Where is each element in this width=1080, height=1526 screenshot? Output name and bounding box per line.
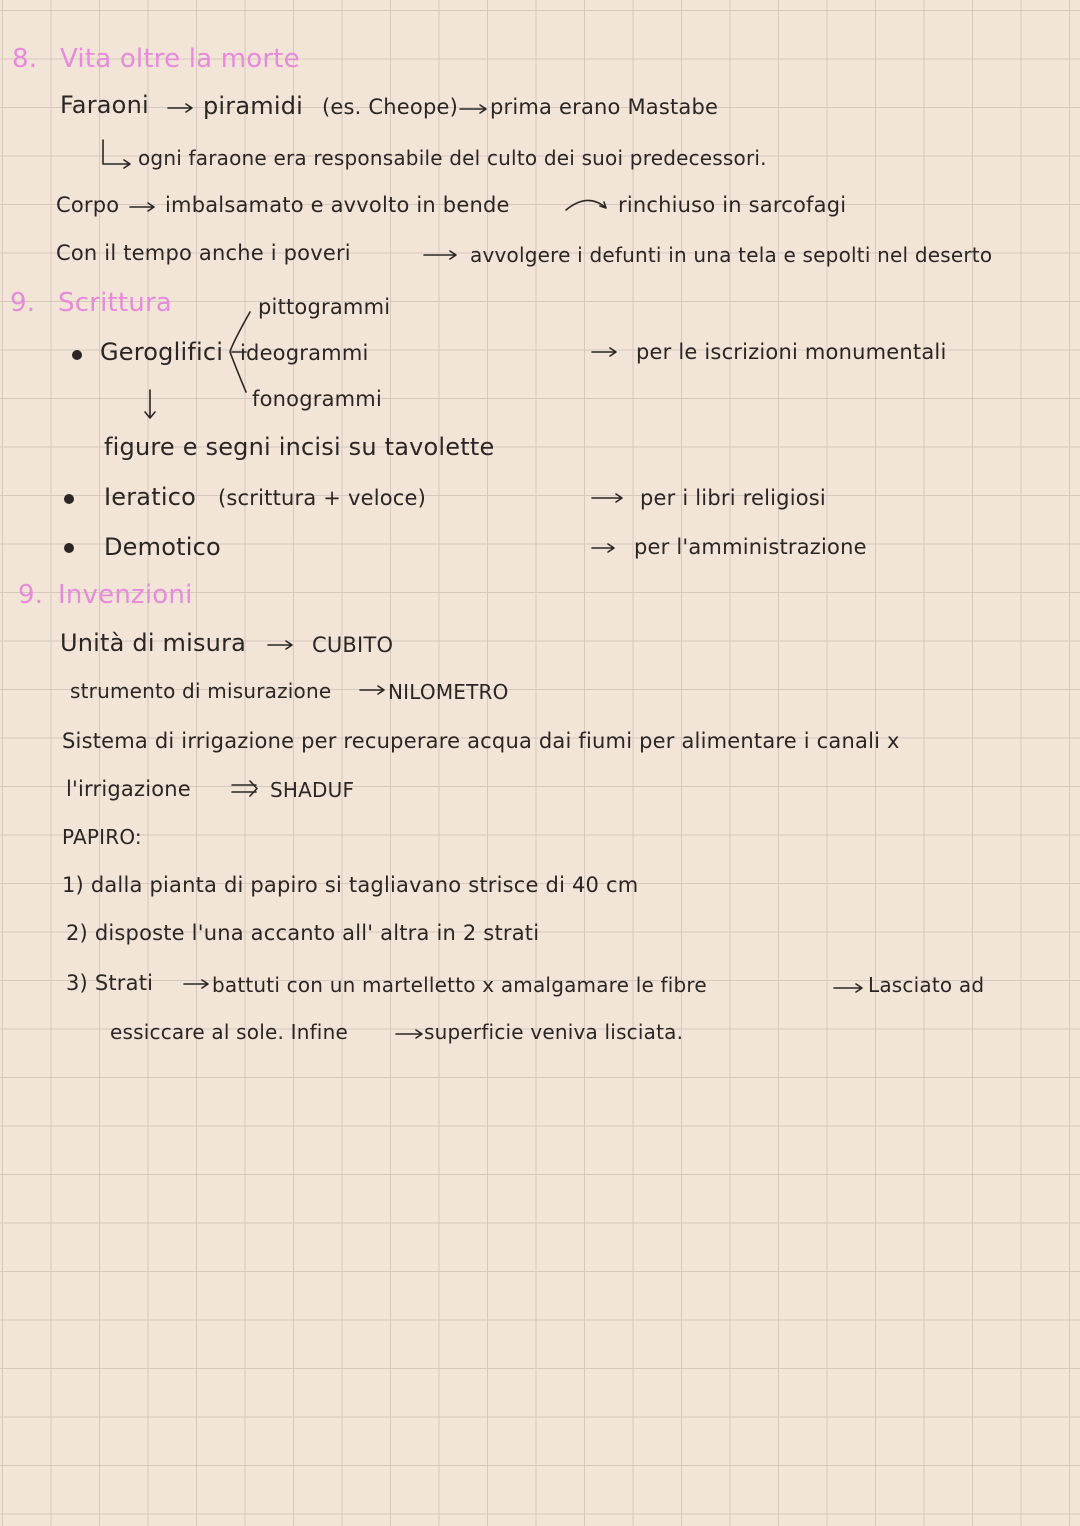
papiro-step-3d: essiccare al sole. Infine — [110, 1020, 348, 1044]
line-predecessori: ogni faraone era responsabile del culto dei suoi predecessori. — [138, 146, 767, 170]
line-mastabe: prima erano Mastabe — [490, 95, 719, 119]
tool-value: NILOMETRO — [388, 680, 509, 704]
line-deserto: avvolgere i defunti in una tela e sepolti nel deserto — [470, 243, 993, 267]
arrow-icon — [592, 348, 616, 356]
line-poveri: Con il tempo anche i poveri — [56, 241, 351, 265]
ieratico-label: Ieratico — [104, 483, 196, 511]
arrow-icon — [592, 544, 614, 552]
irrigation-line2: l'irrigazione — [66, 777, 191, 801]
ieratico-paren: (scrittura + veloce) — [218, 486, 427, 510]
line-piramidi: piramidi — [203, 92, 304, 120]
geroglifici-desc: figure e segni incisi su tavolette — [104, 433, 495, 461]
unit-value: CUBITO — [312, 633, 394, 657]
line-corpo: Corpo — [56, 193, 120, 217]
sub-fonogrammi: fonogrammi — [252, 387, 382, 411]
papiro-step-3b: battuti con un martelletto x amalgamare le fibre — [212, 973, 707, 997]
arrow-icon — [168, 104, 192, 112]
arrow-icon — [130, 203, 154, 211]
line-imbalsamato: imbalsamato e avvolto in bende — [165, 193, 510, 217]
demotico-use: per l'amministrazione — [634, 535, 867, 559]
section-9a-number: 9. — [10, 288, 36, 318]
papiro-step-1: 1) dalla pianta di papiro si tagliavano strisce di 40 cm — [62, 873, 639, 897]
arrow-icon — [592, 494, 622, 502]
section-8-number: 8. — [12, 44, 38, 74]
arrow-icon — [396, 1030, 422, 1038]
arrow-icon — [460, 105, 486, 113]
irrigation-value: SHADUF — [270, 778, 355, 802]
demotico-label: Demotico — [104, 533, 221, 561]
papiro-step-3e: superficie veniva lisciata. — [424, 1020, 684, 1044]
hook-arrow-icon — [103, 140, 130, 168]
line-sarcofagi: rinchiuso in sarcofagi — [618, 193, 847, 217]
section-8-title: Vita oltre la morte — [60, 44, 300, 74]
tool-label: strumento di misurazione — [70, 679, 332, 703]
line-cheope: (es. Cheope) — [322, 95, 458, 119]
ieratico-use: per i libri religiosi — [640, 486, 826, 510]
arrow-icon — [268, 641, 292, 649]
line-faraoni: Faraoni — [60, 91, 149, 119]
arrow-icon — [424, 251, 456, 259]
curved-arrow-icon — [566, 200, 606, 210]
papiro-step-3c: Lasciato ad — [868, 973, 985, 997]
section-9b-number: 9. — [18, 580, 44, 610]
geroglifici-use: per le iscrizioni monumentali — [636, 340, 947, 364]
papiro-step-2: 2) disposte l'una accanto all' altra in 2 strati — [66, 921, 540, 945]
sub-ideogrammi: ideogrammi — [240, 341, 369, 365]
arrow-icon — [184, 980, 208, 988]
section-9a-title: Scrittura — [58, 288, 173, 318]
papiro-step-3a: 3) Strati — [66, 971, 154, 995]
arrow-icon — [834, 984, 862, 992]
unit-label: Unità di misura — [60, 629, 247, 657]
irrigation-line: Sistema di irrigazione per recuperare acqua dai fiumi per alimentare i canali x — [62, 729, 900, 753]
geroglifici-label: Geroglifici — [100, 338, 224, 366]
section-9b-title: Invenzioni — [58, 580, 193, 610]
sub-pittogrammi: pittogrammi — [258, 295, 391, 319]
papiro-label: PAPIRO: — [62, 825, 142, 849]
implies-arrow-icon — [232, 781, 257, 796]
arrow-icon — [360, 686, 384, 694]
down-arrow-icon — [145, 390, 155, 418]
